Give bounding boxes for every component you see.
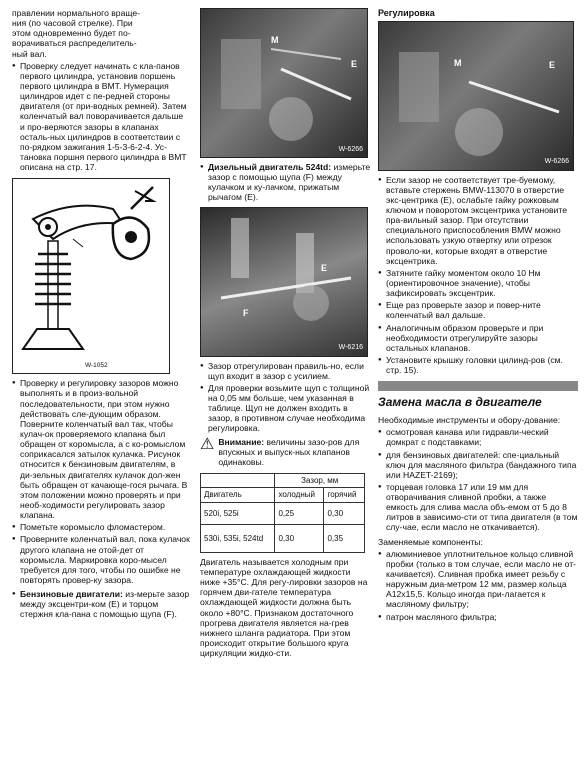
label-f: F [243, 307, 249, 318]
table-row [201, 524, 365, 552]
photo-figure-label: W-6266 [544, 158, 569, 166]
clearance-table [200, 473, 365, 553]
parts-intro: Заменяемые компоненты: [378, 536, 483, 547]
warning-note [200, 437, 372, 469]
list-item: ● для бензиновых двигателей: спе-циальный ключ для масляного фильтра (бандажного типа или HAZET-2169); [378, 450, 578, 480]
column-right [378, 8, 578, 624]
list-item: ● патрон масляного фильтра; [378, 612, 578, 622]
text-line: ния (по часовой стрелке). При [12, 18, 133, 29]
section-heading-adjustment: Регулировка [378, 8, 435, 18]
label-m: M [271, 35, 279, 45]
rocker-arm-figure [12, 178, 170, 374]
intro-text [12, 8, 190, 59]
text-line: правлении нормального враще- [12, 8, 140, 18]
table-cell: 520i, 525i [201, 502, 275, 524]
label-e: E [549, 59, 556, 70]
petrol-text: из-мерьте зазор между эксцентри-ком (E) и торцом стержня кла-пана с помощью щупа (F). [20, 589, 190, 620]
paragraph-diesel [200, 162, 372, 203]
column-middle [200, 8, 372, 660]
section-divider [378, 381, 578, 391]
label-e: E [351, 59, 358, 69]
paragraph-check-order: ● Проверку и регулировку зазоров можно выполнять и в произ-вольной последовательности, при этом нужно действовать сле-дующим образом. Поверните коленчатый вал так, чтобы кулач-ок проверяемого клапана был обращен от коромысла, а с ко-ромыслом соприкасался затылок кулачка. Рисунок относится к бензиновым двигателям, в ди-зельных двигателях кулачок дол-жен быть обращен от качающе-гося рычага. В этом положении можно проверять и при необ-ходимости регулировать зазор клапана. [12, 378, 190, 520]
paragraph-correct-gap: ● Зазор отрегулирован правиль-но, если щуп входит в зазор с усилием. [200, 361, 372, 381]
rocker-arm-drawing [13, 179, 169, 373]
petrol-label: Бензиновые двигатели: [20, 589, 123, 600]
photo-shapes [201, 208, 368, 357]
list-item: ● Аналогичным образом проверьте и при необходимости отрегулируйте зазоры остальных клапанов. [378, 323, 578, 353]
tools-intro: Необходимые инструменты и обору-дование: [378, 415, 561, 426]
section-title-oil-change: Замена масла в двигателе [378, 395, 542, 410]
table-row [201, 502, 365, 524]
photo-figure-label: W-6216 [338, 344, 363, 352]
table-corner [201, 473, 275, 487]
list-item: ● Еще раз проверьте зазор и повер-ните коленчатый вал дальше. [378, 300, 578, 320]
table-cell: 0,30 [275, 524, 324, 552]
warning-label: Внимание: [218, 436, 265, 447]
label-e: E [321, 262, 328, 273]
photo-shapes [201, 9, 368, 158]
valve-photo-top [200, 8, 368, 158]
text-line: ный вал. [12, 48, 47, 59]
table-cell: 0,35 [324, 524, 365, 552]
valve-photo-bottom [200, 207, 368, 357]
table-header-clearance: Зазор, мм [275, 473, 365, 487]
table-cell: 0,25 [275, 502, 324, 524]
list-item: ● Установите крышку головки цилинд-ров (см. стр. 15). [378, 355, 578, 375]
figure-label: W-1052 [85, 361, 108, 369]
table-header-hot: горячий [324, 488, 365, 502]
valve-photo-adjust [378, 21, 574, 171]
table-cell: 0,30 [324, 502, 365, 524]
text-line: этом одновременно будет по- [12, 28, 131, 39]
label-m: M [454, 57, 462, 68]
photo-figure-label: W-6266 [338, 145, 363, 153]
paragraph-first-cylinder: ● Проверку следует начинать с кла-панов первого цилиндра, установив поршень первого цилиндра в ВМТ. Нумерация цилиндров идет с пе-редней стороны двигателя (от при-водных ремней). Затем коленчатый вал поворачивается дальше и про-веряются зазоры в клапанах осталь-ных цилиндров в соответствии с по-рядком зажигания 1-5-3-6-2-4. Ус-тановка поршня первого цилиндра в ВМТ описана на стр. 17. [12, 61, 190, 173]
list-item: ● Если зазор не соответствует тре-буемому, вставьте стержень BMW-113070 в отверстие экс-центрика (E), ослабьте гайку рожковым ключом и поворотом эксцентрика установите пра-вильный зазор. При отсутствии специального приспособления BMW можно использовать узкую отвертку или отрезок проволо-ки, которые входят в отверстие эксцентрика. [378, 175, 578, 266]
paragraph-mark-rocker: ● Пометьте коромысло фломастером. [12, 522, 190, 532]
diesel-label: Дизельный двигатель 524td: [208, 162, 332, 172]
warning-body: величины зазо-ров для впускных и выпуск-ных клапанов одинаковы. [218, 436, 360, 467]
paragraph-cold-engine: Двигатель называется холодным при температуре охлаждающей жидкости ниже +35°С. Для регу-лировки зазоров на горячем дви-гателе температура охлаждающей жидкости должна быть около +80°С. Признаком достаточного прогрева двигателя является на-грев нижнего шланга радиатора. При этом происходит открытие большого круга циркуляции жидко-сти. [200, 556, 368, 659]
warning-icon: ⚠ [200, 435, 215, 453]
paragraph-rotate-crankshaft: ● Проверните коленчатый вал, пока кулачок другого клапана не отой-дет от коромысла. Маркировка коро-мысел требуется для того, чтобы по ошибке не повторять провер-ку зазора. [12, 534, 190, 585]
table-header-engine: Двигатель [201, 488, 275, 502]
table-cell: 530i, 535i, 524td [201, 524, 275, 552]
adjustment-steps [378, 175, 578, 376]
list-item: ● торцевая головка 17 или 19 мм для отворачивания сливной пробки, а также емкость для слива масла объ-емом от 5 до 8 литров в зависимо-сти от типа двигателя (в том слу-чае, если масло не откачивается). [378, 482, 578, 533]
diesel-text: измерьте зазор с помощью щупа (F) между кулачком и ку-лачком, прижатым рычагом (E). [208, 162, 371, 203]
text-line: ворачиваться распределитель- [12, 38, 137, 49]
table-header-cold: холодный [275, 488, 324, 502]
warning-text [218, 437, 372, 467]
paragraph-petrol-engines [12, 589, 190, 619]
paragraph-thicker-gauge: ● Для проверки возьмите щуп с толщиной на 0,05 мм больше, чем указанная в таблице. Щуп не должен входить в зазор, в противном случае необходима регулировка. [200, 383, 372, 434]
column-left [12, 8, 190, 621]
list-item: ● алюминиевое уплотнительное кольцо сливной пробки (только в том случае, если масло не от-качивается). Сливная пробка имеет резьбу с наружным диа-метром 12 мм, размер кольца А12х15,5. Кольцо иногда при-лагается к масляному фильтру; [378, 549, 578, 610]
list-item: ● Затяните гайку моментом около 10 Нм (ориентировочное значение), чтобы зафиксировать эксцентрик. [378, 268, 578, 298]
photo-shapes [379, 22, 574, 171]
list-item: ● осмотровая канава или гидравли-ческий домкрат с подставками; [378, 427, 578, 447]
